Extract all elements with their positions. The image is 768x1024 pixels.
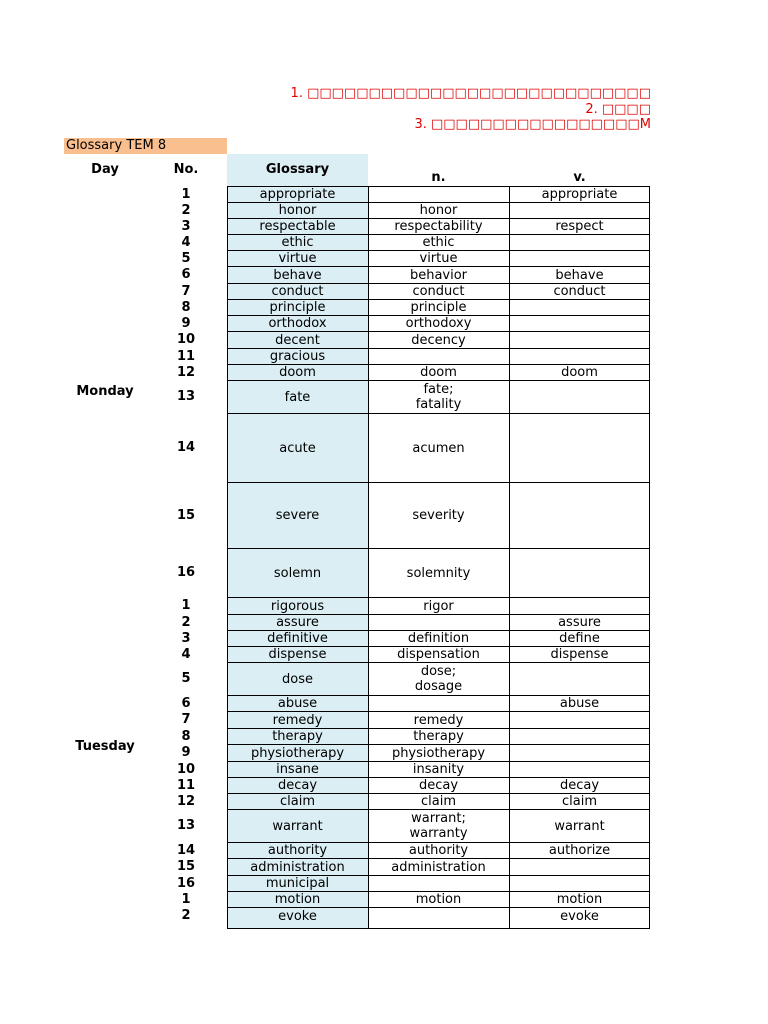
header-glossary: Glossary bbox=[265, 162, 330, 177]
row-number: 4 bbox=[181, 234, 191, 250]
noun-form-cell[interactable]: physiotherapy bbox=[391, 745, 486, 761]
glossary-word-cell[interactable]: principle bbox=[269, 300, 326, 315]
noun-form-cell[interactable]: definition bbox=[407, 631, 470, 646]
glossary-word-cell[interactable]: honor bbox=[278, 203, 317, 218]
glossary-word-cell[interactable]: remedy bbox=[272, 712, 323, 728]
glossary-word-cell[interactable]: administration bbox=[250, 859, 345, 875]
table-row bbox=[227, 250, 650, 266]
table-row bbox=[227, 202, 650, 218]
row-number: 2 bbox=[181, 908, 191, 923]
verb-form-cell[interactable]: doom bbox=[561, 365, 598, 380]
row-number: 12 bbox=[176, 364, 196, 380]
glossary-word-cell[interactable]: therapy bbox=[272, 729, 323, 744]
table-row bbox=[227, 711, 650, 728]
noun-form-cell[interactable]: decay bbox=[418, 778, 459, 793]
noun-form-cell[interactable]: warrant; warranty bbox=[409, 811, 468, 841]
noun-form-cell[interactable]: ethic bbox=[422, 235, 455, 250]
noun-form-cell[interactable]: rigor bbox=[423, 598, 454, 614]
noun-form-cell[interactable]: solemnity bbox=[406, 565, 471, 581]
row-number: 13 bbox=[176, 818, 196, 833]
header-day: Day bbox=[91, 162, 119, 177]
glossary-word-cell[interactable]: solemn bbox=[273, 565, 322, 581]
table-row bbox=[227, 315, 650, 331]
row-number: 8 bbox=[181, 728, 191, 744]
noun-form-cell[interactable]: virtue bbox=[419, 251, 458, 266]
verb-form-cell[interactable] bbox=[509, 762, 650, 777]
glossary-word-cell[interactable]: appropriate bbox=[259, 186, 336, 202]
row-number: 14 bbox=[176, 440, 196, 455]
verb-form-cell[interactable] bbox=[509, 729, 650, 744]
glossary-word-cell[interactable]: conduct bbox=[271, 284, 324, 299]
table-row bbox=[227, 630, 650, 646]
verb-form-cell[interactable] bbox=[509, 663, 650, 695]
glossary-word-cell[interactable]: orthodox bbox=[268, 316, 327, 331]
noun-form-cell[interactable] bbox=[368, 186, 509, 202]
header-no: No. bbox=[173, 162, 199, 177]
table-row bbox=[227, 907, 650, 924]
row-number: 11 bbox=[176, 348, 196, 364]
noun-form-cell[interactable]: fate; fatality bbox=[415, 382, 462, 412]
table-row bbox=[227, 858, 650, 875]
glossary-word-cell[interactable]: decent bbox=[275, 332, 320, 348]
glossary-word-cell[interactable]: virtue bbox=[278, 251, 317, 266]
table-row bbox=[227, 695, 650, 711]
glossary-word-cell[interactable]: severe bbox=[275, 508, 320, 523]
sheet-title[interactable]: Glossary TEM 8 bbox=[64, 138, 227, 154]
row-number: 15 bbox=[176, 507, 196, 523]
glossary-word-cell[interactable]: behave bbox=[273, 267, 322, 283]
header-noun: n. bbox=[431, 170, 446, 185]
row-number: 6 bbox=[181, 267, 191, 282]
row-number: 5 bbox=[181, 671, 191, 686]
noun-form-cell[interactable]: administration bbox=[391, 859, 486, 875]
verb-form-cell[interactable] bbox=[509, 300, 650, 315]
glossary-word-cell[interactable]: fate bbox=[284, 389, 311, 405]
glossary-word-cell[interactable]: insane bbox=[276, 762, 319, 777]
verb-form-cell[interactable] bbox=[509, 712, 650, 728]
noun-form-cell[interactable]: therapy bbox=[413, 729, 464, 744]
noun-form-cell[interactable]: authority bbox=[408, 843, 469, 858]
noun-form-cell[interactable]: conduct bbox=[412, 284, 465, 299]
row-number: 10 bbox=[176, 761, 196, 777]
table-row bbox=[227, 186, 650, 202]
table-row bbox=[227, 266, 650, 283]
table-row bbox=[227, 809, 650, 842]
verb-form-cell[interactable]: define bbox=[559, 631, 600, 646]
verb-form-cell[interactable] bbox=[509, 859, 650, 875]
instruction-notes bbox=[291, 86, 651, 133]
verb-form-cell[interactable] bbox=[509, 251, 650, 266]
note-line: 2. □□□□ bbox=[585, 101, 651, 117]
noun-form-cell[interactable]: respectability bbox=[394, 219, 483, 234]
table-row bbox=[227, 482, 650, 548]
verb-form-cell[interactable] bbox=[509, 598, 650, 614]
row-number: 1 bbox=[181, 891, 191, 907]
table-row bbox=[227, 614, 650, 630]
row-number: 11 bbox=[176, 777, 196, 793]
verb-form-cell[interactable]: dispense bbox=[550, 647, 609, 662]
noun-form-cell[interactable]: dispensation bbox=[397, 647, 480, 662]
verb-form-cell[interactable]: abuse bbox=[559, 696, 600, 711]
glossary-word-cell[interactable]: warrant bbox=[272, 818, 323, 834]
glossary-word-cell[interactable]: claim bbox=[279, 794, 315, 809]
table-row bbox=[227, 646, 650, 662]
row-number: 7 bbox=[181, 283, 191, 299]
verb-form-cell[interactable] bbox=[509, 483, 650, 548]
table-row bbox=[227, 299, 650, 315]
row-number: 10 bbox=[176, 332, 196, 347]
glossary-word-cell[interactable]: authority bbox=[267, 843, 328, 858]
noun-form-cell[interactable] bbox=[368, 696, 509, 711]
row-number: 7 bbox=[181, 712, 191, 727]
table-row bbox=[227, 283, 650, 299]
verb-form-cell[interactable]: assure bbox=[558, 615, 601, 630]
table-row bbox=[227, 597, 650, 614]
table-row bbox=[227, 548, 650, 597]
verb-form-cell[interactable]: claim bbox=[561, 794, 597, 809]
verb-form-cell[interactable] bbox=[509, 745, 650, 761]
noun-form-cell[interactable] bbox=[368, 349, 509, 364]
noun-form-cell[interactable]: claim bbox=[420, 794, 456, 809]
verb-form-cell[interactable] bbox=[509, 316, 650, 331]
table-row bbox=[227, 777, 650, 793]
day-label-monday: Monday bbox=[76, 384, 134, 399]
verb-form-cell[interactable]: warrant bbox=[554, 818, 605, 834]
row-number: 3 bbox=[181, 630, 191, 646]
verb-form-cell[interactable]: evoke bbox=[560, 908, 599, 924]
row-number: 16 bbox=[176, 565, 196, 580]
noun-form-cell[interactable]: decency bbox=[411, 332, 466, 348]
table-row bbox=[227, 234, 650, 250]
verb-form-cell[interactable] bbox=[509, 549, 650, 597]
verb-form-cell[interactable]: decay bbox=[559, 778, 600, 793]
row-number: 14 bbox=[176, 842, 196, 858]
row-number: 3 bbox=[181, 218, 191, 234]
noun-form-cell[interactable]: honor bbox=[419, 203, 458, 218]
row-number: 2 bbox=[181, 202, 191, 218]
noun-form-cell[interactable]: remedy bbox=[413, 712, 464, 728]
glossary-word-cell[interactable]: evoke bbox=[278, 908, 317, 924]
verb-form-cell[interactable] bbox=[509, 332, 650, 348]
glossary-word-cell[interactable]: decay bbox=[277, 778, 318, 793]
verb-form-cell[interactable]: conduct bbox=[553, 284, 606, 299]
verb-form-cell[interactable] bbox=[509, 876, 650, 891]
note-line: 3. □□□□□□□□□□□□□□□□□M bbox=[414, 117, 651, 132]
verb-form-cell[interactable]: behave bbox=[555, 267, 604, 283]
table-row bbox=[227, 413, 650, 482]
table-row bbox=[227, 380, 650, 413]
note-line: 1. □□□□□□□□□□□□□□□□□□□□□□□□□□□□ bbox=[290, 86, 651, 101]
glossary-word-cell[interactable]: dose bbox=[282, 671, 313, 687]
table-row bbox=[227, 348, 650, 364]
glossary-word-cell[interactable]: abuse bbox=[277, 696, 318, 711]
noun-form-cell[interactable] bbox=[368, 615, 509, 630]
table-row bbox=[227, 728, 650, 744]
row-number: 8 bbox=[181, 299, 191, 315]
glossary-word-cell[interactable]: respectable bbox=[259, 219, 336, 234]
table-row bbox=[227, 662, 650, 695]
table-row bbox=[227, 218, 650, 234]
row-number: 13 bbox=[176, 389, 196, 404]
verb-form-cell[interactable] bbox=[509, 414, 650, 482]
row-number: 9 bbox=[181, 745, 191, 760]
table-row bbox=[227, 364, 650, 380]
row-number: 5 bbox=[181, 250, 191, 266]
glossary-word-cell[interactable]: rigorous bbox=[270, 598, 325, 614]
noun-form-cell[interactable] bbox=[368, 876, 509, 891]
table-row bbox=[227, 875, 650, 891]
verb-form-cell[interactable] bbox=[509, 235, 650, 250]
table-row bbox=[227, 331, 650, 348]
glossary-word-cell[interactable]: physiotherapy bbox=[250, 745, 345, 761]
row-number: 12 bbox=[176, 793, 196, 809]
row-number: 4 bbox=[181, 646, 191, 662]
noun-form-cell[interactable]: dose; dosage bbox=[414, 664, 463, 694]
noun-form-cell[interactable]: insanity bbox=[412, 762, 465, 777]
verb-form-cell[interactable]: appropriate bbox=[541, 186, 618, 202]
row-number: 9 bbox=[181, 315, 191, 331]
glossary-word-cell[interactable]: motion bbox=[274, 892, 321, 907]
row-number: 6 bbox=[181, 695, 191, 711]
noun-form-cell[interactable]: motion bbox=[415, 892, 462, 907]
noun-form-cell[interactable]: severity bbox=[412, 508, 465, 523]
glossary-word-cell[interactable]: municipal bbox=[265, 876, 330, 891]
row-number: 2 bbox=[181, 614, 191, 630]
noun-form-cell[interactable]: principle bbox=[410, 300, 467, 315]
verb-form-cell[interactable] bbox=[509, 349, 650, 364]
glossary-word-cell[interactable]: doom bbox=[279, 365, 316, 380]
row-number: 1 bbox=[181, 598, 191, 613]
noun-form-cell[interactable]: acumen bbox=[412, 440, 465, 456]
noun-form-cell[interactable]: doom bbox=[420, 365, 457, 380]
day-label-tuesday: Tuesday bbox=[75, 739, 135, 754]
noun-form-cell[interactable] bbox=[368, 908, 509, 924]
noun-form-cell[interactable]: behavior bbox=[409, 267, 468, 283]
glossary-word-cell[interactable]: acute bbox=[279, 440, 316, 456]
verb-form-cell[interactable] bbox=[509, 203, 650, 218]
glossary-word-cell[interactable]: dispense bbox=[268, 647, 327, 662]
table-row bbox=[227, 891, 650, 907]
header-verb: v. bbox=[573, 170, 586, 185]
glossary-word-cell[interactable]: assure bbox=[276, 615, 319, 630]
glossary-word-cell[interactable]: definitive bbox=[267, 631, 328, 646]
glossary-word-cell[interactable]: ethic bbox=[281, 235, 314, 250]
glossary-word-cell[interactable]: gracious bbox=[269, 349, 326, 364]
verb-form-cell[interactable] bbox=[509, 381, 650, 413]
row-number: 16 bbox=[176, 875, 196, 891]
table-row bbox=[227, 793, 650, 809]
row-number: 15 bbox=[176, 859, 196, 874]
verb-form-cell[interactable]: authorize bbox=[548, 843, 611, 858]
table-row bbox=[227, 744, 650, 761]
verb-form-cell[interactable]: respect bbox=[555, 219, 604, 234]
row-number: 1 bbox=[181, 186, 191, 202]
table-row bbox=[227, 842, 650, 858]
table-row bbox=[227, 761, 650, 777]
verb-form-cell[interactable]: motion bbox=[556, 892, 603, 907]
noun-form-cell[interactable]: orthodoxy bbox=[405, 316, 472, 331]
